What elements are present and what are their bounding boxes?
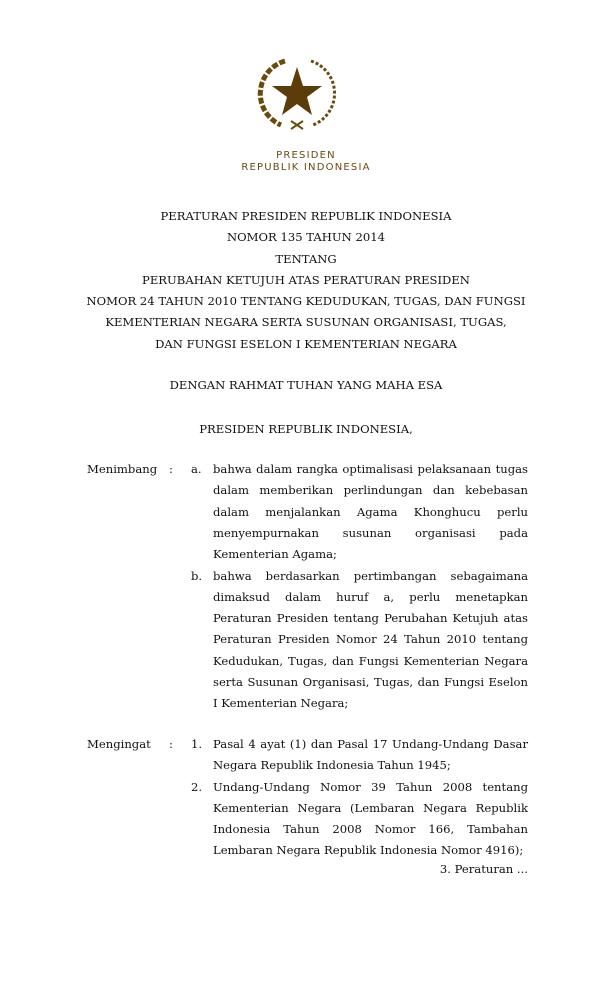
- blessing: DENGAN RAHMAT TUHAN YANG MAHA ESA: [169, 378, 443, 392]
- title-line: DAN FUNGSI ESELON I KEMENTERIAN NEGARA: [155, 336, 457, 351]
- text-line: bahwa dalam rangka optimalisasi pelaksanaan tugas: [213, 462, 528, 476]
- garuda-star-emblem-icon: [255, 53, 339, 133]
- item-text: [213, 459, 528, 565]
- text-line: dimaksud dalam huruf a, perlu menetapkan: [213, 589, 528, 604]
- section-colon: :: [169, 737, 173, 751]
- text-line: I Kementerian Negara;: [213, 696, 349, 711]
- text-line: Undang-Undang Nomor 39 Tahun 2008 tentang: [213, 779, 528, 794]
- text-line: Negara Republik Indonesia Tahun 1945;: [213, 758, 451, 773]
- item-number: 1.: [191, 737, 203, 751]
- regulation-title: [0, 206, 612, 355]
- section-colon: :: [169, 462, 173, 476]
- president-heading: PRESIDEN REPUBLIK INDONESIA,: [199, 422, 413, 436]
- title-line: KEMENTERIAN NEGARA SERTA SUSUNAN ORGANISASI, TUGAS,: [105, 315, 507, 330]
- text-line: Indonesia Tahun 2008 Nomor 166, Tambahan: [213, 822, 528, 837]
- title-line: PERUBAHAN KETUJUH ATAS PERATURAN PRESIDEN: [142, 272, 470, 287]
- item-text: [213, 777, 528, 862]
- section-label: Menimbang: [87, 462, 158, 476]
- title-line: NOMOR 24 TAHUN 2010 TENTANG KEDUDUKAN, TUGAS, DAN FUNGSI: [86, 294, 526, 309]
- title-line: PERATURAN PRESIDEN REPUBLIK INDONESIA: [160, 209, 452, 223]
- text-line: Lembaran Negara Republik Indonesia Nomor 4916);: [213, 843, 524, 858]
- item-text: [213, 566, 528, 715]
- item-number: 2.: [191, 779, 203, 794]
- text-line: Peraturan Presiden Nomor 24 Tahun 2010 tentang: [213, 632, 528, 647]
- text-line: menyempurnakan susunan organisasi pada: [213, 525, 528, 540]
- text-line: Peraturan Presiden tentang Perubahan Ketujuh atas: [213, 611, 528, 626]
- page-continuation: 3. Peraturan ...: [439, 862, 528, 876]
- item-number: a.: [191, 462, 202, 476]
- title-line: NOMOR 135 TAHUN 2014: [227, 230, 385, 245]
- text-line: Pasal 4 ayat (1) dan Pasal 17 Undang-Undang Dasar: [213, 737, 528, 751]
- text-line: dalam memberikan perlindungan dan kebebasan: [213, 483, 528, 498]
- section-label: Mengingat: [87, 737, 151, 751]
- item-number: b.: [191, 568, 203, 583]
- item-text: [213, 734, 528, 777]
- text-line: dalam menjalankan Agama Khonghucu perlu: [213, 504, 528, 519]
- title-line: TENTANG: [275, 251, 337, 266]
- text-line: serta Susunan Organisasi, Tugas, dan Fungsi Eselon: [213, 674, 528, 689]
- letterhead-line1: PRESIDEN: [276, 150, 336, 161]
- letterhead-line2: REPUBLIK INDONESIA: [241, 162, 371, 173]
- text-line: Kementerian Negara (Lembaran Negara Republik: [213, 800, 528, 815]
- text-line: Kementerian Agama;: [213, 547, 337, 562]
- text-line: bahwa berdasarkan pertimbangan sebagaimana: [213, 568, 528, 583]
- text-line: Kedudukan, Tugas, dan Fungsi Kementerian Negara: [213, 653, 528, 668]
